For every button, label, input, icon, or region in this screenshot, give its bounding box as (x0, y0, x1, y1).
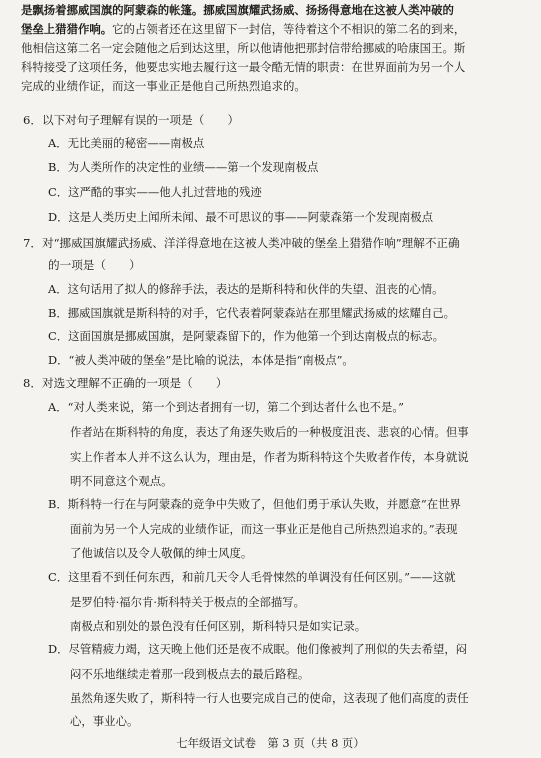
passage-line: 是飘扬着挪威国旗的阿蒙森的帐篷。挪威国旗耀武扬威、扬扬得意地在这被人类冲破的 (21, 3, 454, 17)
answer-option-text: 了他诚信以及令人敬佩的绅士风度。 (70, 546, 253, 560)
answer-option-text: 面前为另一个人完成的业绩作证，而这一事业正是他自己所热烈追求的。”表现 (70, 522, 458, 536)
answer-option: D．尽管精疲力竭，这天晚上他们还是夜不成眠。他们像被判了刑似的失去希望，闷 (48, 642, 468, 656)
answer-option-text: 是罗伯特·福尔肯·斯科特关于极点的全部描写。 (70, 595, 306, 609)
answer-option: A．这句话用了拟人的修辞手法，表达的是斯科特和伙伴的失望、沮丧的心情。 (48, 282, 444, 296)
answer-option: A．“对人类来说，第一个到达者拥有一切，第二个到达者什么也不是。” (48, 400, 404, 414)
answer-option: B．为人类所作的决定性的业绩——第一个发现南极点 (48, 160, 319, 174)
question-stem: 6．以下对句子理解有误的一项是（ ） (23, 113, 240, 127)
answer-option-text: 闷不乐地继续走着那一段到极点去的最后路程。 (70, 667, 310, 681)
answer-option: C．这面国旗是挪威国旗，是阿蒙森留下的，作为他第一个到达南极点的标志。 (48, 329, 444, 343)
answer-option-text: 心，事业心。 (70, 714, 139, 728)
passage-line: 完成的业绩作证，而这一事业正是他自己所热烈追求的。 (21, 79, 306, 93)
answer-option: A．无比美丽的秘密——南极点 (48, 136, 205, 150)
page-footer: 七年级语文试卷 第 3 页（共 8 页） (176, 736, 365, 750)
answer-option: D．这是人类历史上闻所未闻、最不可思议的事——阿蒙森第一个发现南极点 (48, 210, 434, 224)
question-stem: 7．对“挪威国旗耀武扬威、洋洋得意地在这被人类冲破的堡垒上猎猎作响”理解不正确 (23, 236, 460, 250)
answer-option: C．这里看不到任何东西，和前几天令人毛骨悚然的单调没有任何区别。”——这就 (48, 570, 456, 584)
question-stem-continued: 的一项是（ ） (48, 258, 141, 272)
answer-option: D．“被人类冲破的堡垒”是比喻的说法，本体是指“南极点”。 (48, 353, 354, 367)
question-stem: 8．对选文理解不正确的一项是（ ） (23, 376, 228, 390)
passage-line: 他相信这第二名一定会随他之后到达这里，所以他请他把那封信带给挪威的哈康国王。斯 (21, 41, 466, 55)
answer-option-text: 作者站在斯科特的角度，表达了角逐失败后的一种极度沮丧、悲哀的心情。但事 (70, 425, 469, 439)
passage-line: 科特接受了这项任务，他要忠实地去履行这一最令酷无情的职责：在世界面前为另一个人 (21, 60, 466, 74)
answer-option-text: 实上作者本人并不这么认为，理由是，作者为斯科特这个失败者作传，本身就说 (70, 450, 469, 464)
answer-option: C．这严酷的事实——他人扎过营地的残迹 (48, 185, 262, 199)
answer-option-text: 南极点和别处的景色没有任何区别，斯科特只是如实记录。 (70, 619, 367, 633)
answer-option-text: 虽然角逐失败了，斯科特一行人也要完成自己的使命，这表现了他们高度的责任 (70, 691, 469, 705)
answer-option-text: 明不同意这个观点。 (70, 474, 173, 488)
answer-option: B．斯科特一行在与阿蒙森的竞争中失败了，但他们勇于承认失败，并愿意“在世界 (48, 497, 461, 511)
passage-line: 堡垒上猎猎作响。它的占领者还在这里留下一封信，等待着这个不相识的第二名的到来， (21, 22, 466, 36)
answer-option: B．挪威国旗就是斯科特的对手，它代表着阿蒙森站在那里耀武扬威的炫耀自己。 (48, 306, 456, 320)
